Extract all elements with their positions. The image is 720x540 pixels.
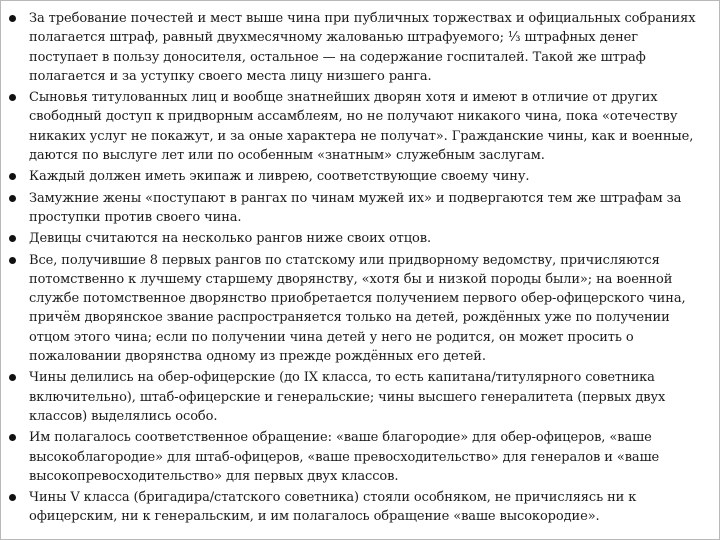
list-item-text: За требование почестей и мест выше чина при публичных торжествах и официальных собраниях полагается штраф, равный двухмесячному жалованью штрафуемого; ⅓ штрафных денег поступает в пользу доносителя, остальное — на содержание госпиталей. Такой же штраф полагается и за уступку своего места лицу низшего ранга. (29, 11, 696, 84)
bullet-dot-icon (9, 195, 16, 202)
list-item-text: Девицы считаются на несколько рангов ниже своих отцов. (29, 231, 431, 247)
bullet-dot-icon (9, 434, 16, 441)
list-item (9, 428, 709, 486)
bullet-dot-icon (9, 15, 16, 22)
list-item (9, 167, 709, 186)
list-item-text: Сыновья титулованных лиц и вообще знатнейших дворян хотя и имеют в отличие от других свободный доступ к придворным ассамблеям, но не получают никакого чина, пока «отечеству никаких услуг не покажут, и за оные характера не получат». Гражданские чины, как и военные, даются по выслуге лет или по особенным «знатным» служебным заслугам. (29, 90, 694, 164)
list-item (9, 189, 709, 228)
bullet-dot-icon (9, 257, 16, 264)
bullet-list (9, 9, 709, 529)
list-item (9, 368, 709, 426)
bullet-dot-icon (9, 94, 16, 101)
list-item-text: Замужние жены «поступают в рангах по чинам мужей их» и подвергаются тем же штрафам за проступки против своего чина. (29, 190, 682, 225)
list-item (9, 9, 709, 86)
list-item (9, 488, 709, 527)
list-item-text: Чины делились на обер-офицерские (до IX класса, то есть капитана/титулярного советника включительно), штаб-офицерские и генеральские; чины высшего генералитета (первых двух классов) выделялись особо. (29, 370, 666, 424)
bullet-dot-icon (9, 374, 16, 381)
list-item (9, 251, 709, 367)
list-item-text: Каждый должен иметь экипаж и ливрею, соответствующие своему чину. (29, 169, 530, 185)
list-item-text: Им полагалось соответственное обращение: «ваше благородие» для обер-офицеров, «ваше высокоблагородие» для штаб-офицеров, «ваше превосходительство» для генералов и «ваше высокопревосходительство» для первых двух классов. (29, 430, 660, 484)
list-item (9, 229, 709, 248)
bullet-dot-icon (9, 494, 16, 501)
list-item-text: Все, получившие 8 первых рангов по статскому или придворному ведомству, причисляются потомственно к лучшему старшему дворянству, «хотя бы и низкой породы были»; на военной службе потомственное дворянство приобретается получением первого обер-офицерского чина, причём дворянское звание распространяется только на детей, рождённых уже по получении отцом этого чина; если по получении чина детей у него не родится, он может просить о пожаловании дворянства одному из прежде рождённых его детей. (29, 252, 686, 365)
list-item (9, 88, 709, 165)
bullet-dot-icon (9, 173, 16, 180)
bullet-dot-icon (9, 235, 16, 242)
list-item-text: Чины V класса (бригадира/статского советника) стояли особняком, не причисляясь ни к офицерским, ни к генеральским, и им полагалось обращение «ваше высокородие». (29, 490, 637, 525)
